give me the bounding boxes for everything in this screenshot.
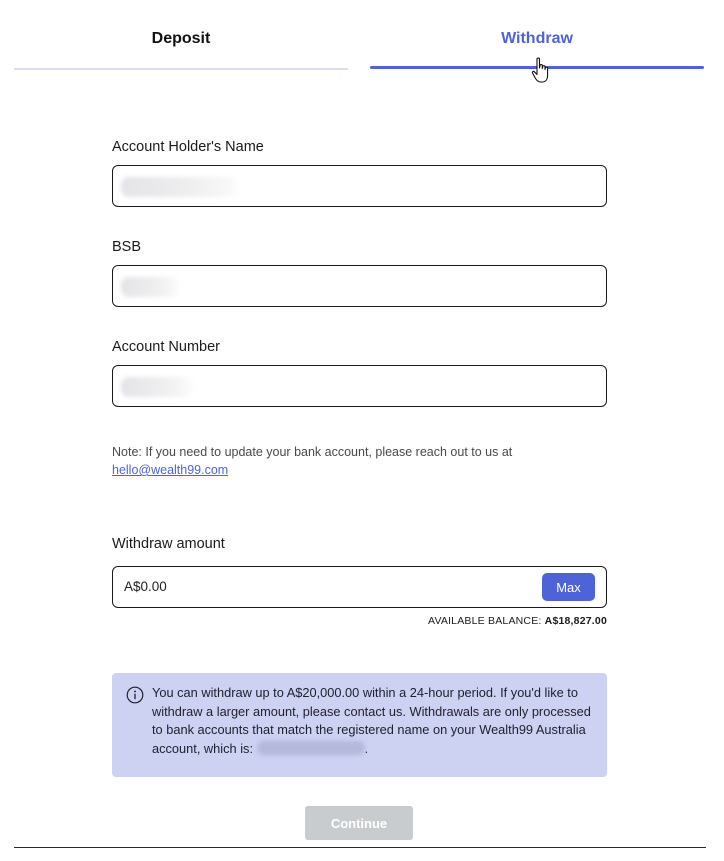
info-message-end: . [364, 740, 369, 756]
continue-button[interactable]: Continue [305, 806, 413, 840]
hand-pointer-icon [531, 57, 551, 85]
available-balance [428, 615, 607, 627]
info-icon [126, 686, 144, 704]
redacted-value [121, 377, 195, 397]
max-button[interactable]: Max [542, 573, 595, 601]
bsb-input[interactable] [112, 265, 607, 307]
tab-deposit[interactable]: Deposit [151, 30, 211, 47]
withdraw-amount-label: Withdraw amount [112, 536, 225, 552]
tab-withdraw[interactable]: Withdraw [501, 30, 573, 47]
tab-deposit-underline [14, 68, 348, 70]
withdraw-limit-info-box [112, 673, 607, 777]
redacted-account-name [257, 741, 365, 755]
info-message: You can withdraw up to A$20,000.00 within a 24-hour period. If you'd like to withdraw a larger amount, please contact us. Withdrawals are only processed to bank accounts that match the registered name on your Wealth99 Australia account, which is: [152, 685, 591, 756]
account-holder-input[interactable] [112, 165, 607, 207]
account-holder-label: Account Holder's Name [112, 139, 264, 155]
withdraw-amount-value: A$0.00 [124, 579, 167, 594]
bank-update-note [112, 443, 612, 479]
support-email-link[interactable]: hello@wealth99.com [112, 463, 229, 477]
redacted-value [121, 177, 243, 197]
available-balance-label: AVAILABLE BALANCE: [428, 615, 542, 627]
redacted-value [121, 277, 181, 297]
note-text: Note: If you need to update your bank account, please reach out to us at [112, 445, 513, 459]
account-number-input[interactable] [112, 365, 607, 407]
withdraw-limit-info-text [152, 684, 592, 758]
account-number-label: Account Number [112, 339, 220, 355]
bottom-divider [14, 847, 706, 848]
available-balance-value: A$18,827.00 [544, 615, 607, 627]
bsb-label: BSB [112, 239, 142, 255]
withdraw-amount-input[interactable] [112, 566, 607, 608]
